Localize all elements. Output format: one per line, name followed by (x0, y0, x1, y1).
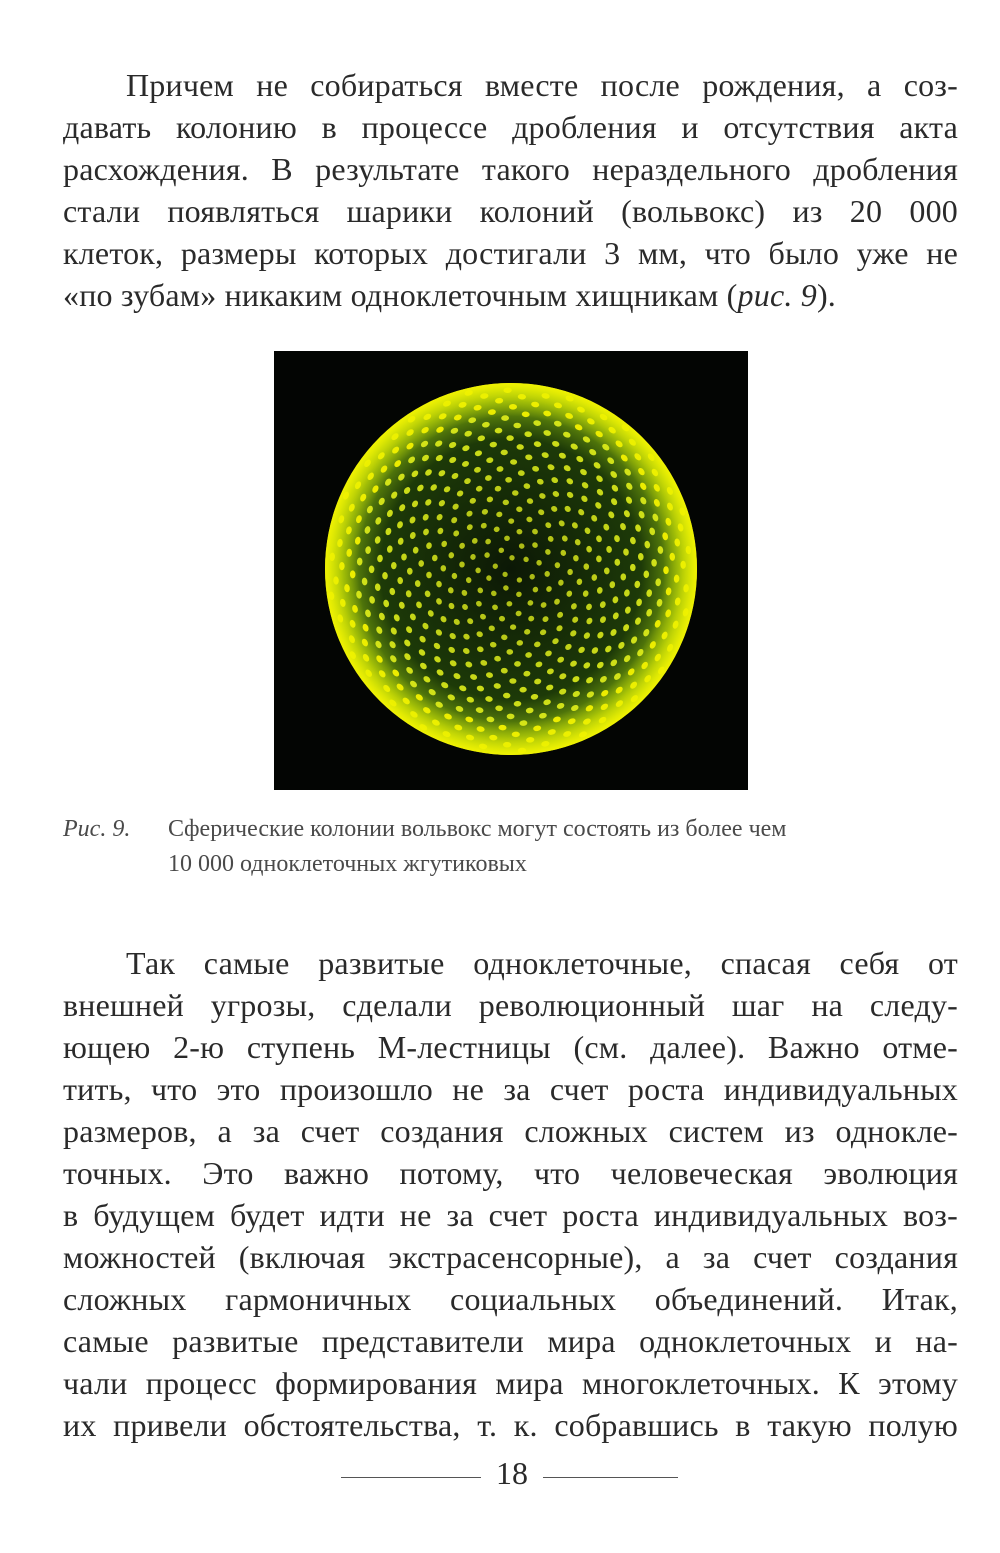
text-line: сложных гармоничных социальных объединений. Итак, (63, 1281, 958, 1317)
page-number: 18 (496, 1455, 528, 1491)
caption-line: Сферические колонии вольвокс могут состоять из более чем (168, 816, 787, 842)
text-line: клеток, размеры которых достигали 3 мм, что было уже не (63, 235, 958, 271)
text-line: их привели обстоятельства, т. к. собравшись в такую полую (63, 1407, 958, 1443)
caption-label: Рис. 9. (63, 816, 131, 842)
text-line: Так самые развитые одноклеточные, спасая себя от (126, 945, 958, 981)
paragraph-2 (63, 942, 958, 1446)
text-line: самые развитые представители мира одноклеточных и на- (63, 1323, 958, 1359)
text-line: можностей (включая экстрасенсорные), а за счет создания (63, 1239, 958, 1275)
text-line: чали процесс формирования мира многоклеточных. К этому (63, 1365, 958, 1401)
footer-rule-left (341, 1477, 481, 1478)
text-line-start: «по зубам» никаким одноклеточным хищникам ( (63, 277, 738, 313)
paragraph-1 (63, 64, 958, 316)
colony-rim (325, 383, 697, 755)
text-line: точных. Это важно потому, что человеческая эволюция (63, 1155, 958, 1191)
text-line-last (63, 274, 958, 316)
text-line: в будущем будет идти не за счет роста индивидуальных воз- (63, 1197, 958, 1233)
page-footer (0, 1453, 1000, 1493)
figure-reference: рис. 9 (737, 277, 817, 313)
text-line: тить, что это произошло не за счет роста индивидуальных (63, 1071, 958, 1107)
caption-line: 10 000 одноклеточных жгутиковых (168, 851, 527, 877)
volvox-figure (274, 351, 748, 790)
footer-rule-right (543, 1477, 678, 1478)
text-line: размеров, а за счет создания сложных систем из однокле- (63, 1113, 958, 1149)
text-line-end: ). (816, 277, 837, 313)
text-line: ющею 2-ю ступень М-лестницы (см. далее). Важно отме- (63, 1029, 958, 1065)
text-line: расхождения. В результате такого нераздельного дробления (63, 151, 958, 187)
text-line: давать колонию в процессе дробления и отсутствия акта (63, 109, 958, 145)
text-line: стали появляться шарики колоний (вольвокс) из 20 000 (63, 193, 958, 229)
caption-text (168, 812, 948, 882)
text-line: Причем не собираться вместе после рождения, а соз- (126, 67, 958, 103)
volvox-image (274, 351, 748, 790)
text-line: внешней угрозы, сделали революционный шаг на следу- (63, 987, 958, 1023)
